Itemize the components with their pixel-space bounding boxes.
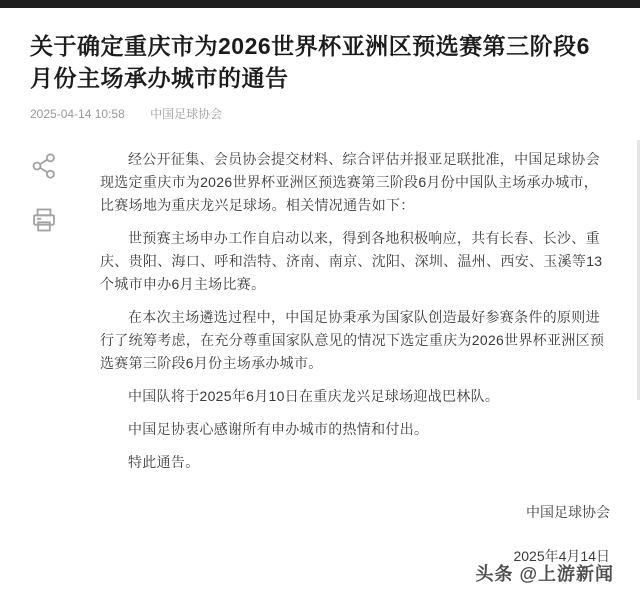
page-title: 关于确定重庆市为2026世界杯亚洲区预选赛第三阶段6月份主场承办城市的通告 [30, 33, 590, 91]
signature-organization: 中国足球协会 [526, 504, 610, 520]
paragraph: 在本次主场遴选过程中，中国足协秉承为国家队创造最好参赛条件的原则进行了统筹考虑，在充分尊重国家队意见的情况下选定重庆为2026世界杯亚洲区预选赛第三阶段6月份主场承办城市。 [100, 309, 605, 371]
article-page [0, 8, 640, 566]
paragraph: 特此通告。 [128, 454, 200, 470]
paragraph: 中国队将于2025年6月10日在重庆龙兴足球场迎战巴林队。 [128, 388, 500, 404]
paragraph: 中国足协衷心感谢所有申办城市的热情和付出。 [128, 421, 429, 437]
article-text [100, 148, 610, 566]
top-dark-bar [0, 0, 640, 8]
print-icon[interactable] [30, 206, 58, 234]
signature-date: 2025年4月14日 [513, 548, 610, 564]
paragraph: 世预赛主场申办工作自启动以来，得到各地积极响应，共有长春、长沙、重庆、贵阳、海口、呼和浩特、济南、南京、沈阳、深圳、温州、西安、玉溪等13个城市申办6月主场比赛。 [100, 230, 603, 292]
publisher-name: 中国足球协会 [150, 107, 223, 121]
signature-block [100, 502, 610, 566]
publish-timestamp: 2025-04-14 10:58 [30, 107, 125, 121]
article-body-row [30, 148, 610, 566]
side-toolbar [30, 148, 100, 566]
share-icon[interactable] [30, 152, 58, 180]
article-meta [30, 105, 610, 122]
paragraph: 经公开征集、会员协会提交材料、综合评估并报亚足联批准，中国足球协会现选定重庆市为2026世界杯亚洲区预选赛第三阶段6月份中国队主场承办城市，比赛场地为重庆龙兴足球场。相关情况通告如下： [100, 151, 600, 213]
news-watermark: 头条 @上游新闻 [475, 564, 614, 584]
